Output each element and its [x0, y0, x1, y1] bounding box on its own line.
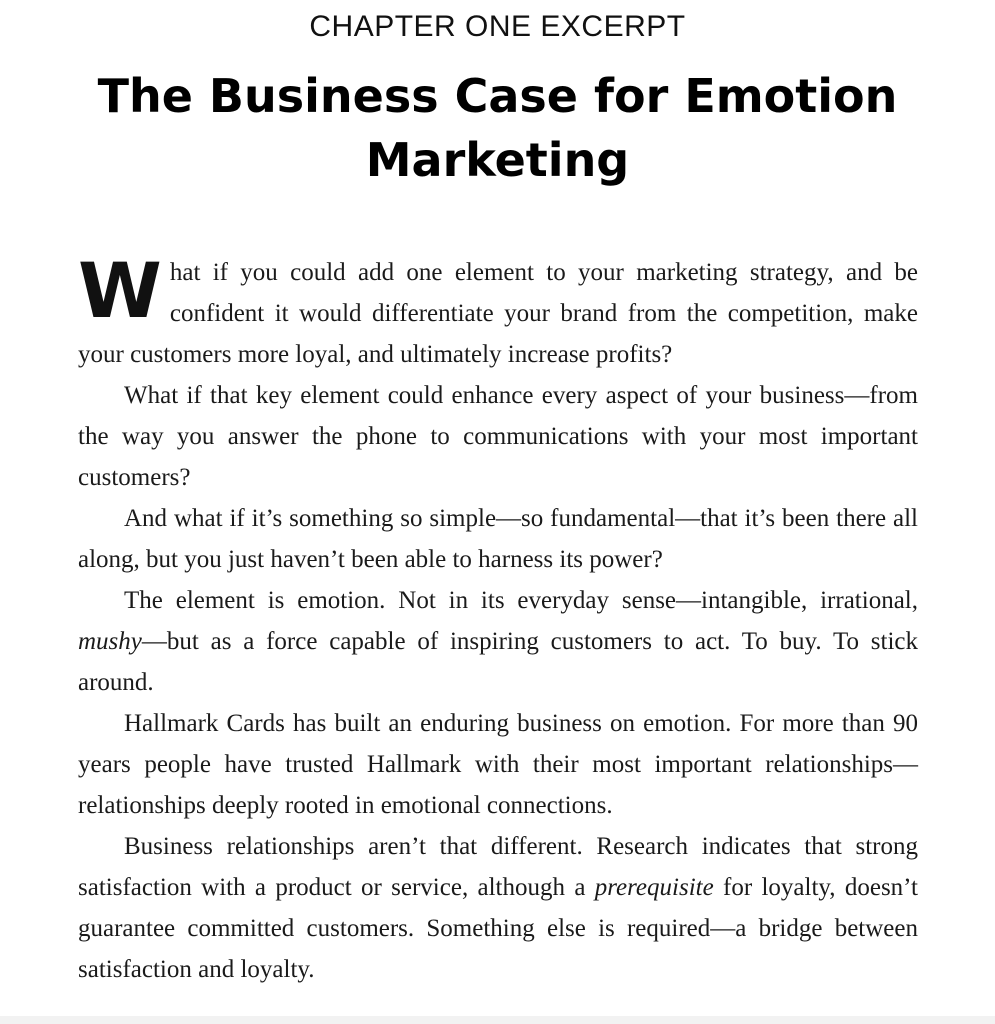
- paragraph-6-text-b: for loyalty, doesn’t guarantee committed customers. Something else is required—a bridge between satisfaction and loyalty.: [78, 874, 918, 983]
- chapter-title: The Business Case for Emotion Marketing: [97, 69, 898, 187]
- paragraph-6-text-a: Business relationships aren’t that different. Research indicates that strong satisfaction with a product or service, although a: [78, 833, 918, 901]
- paragraph-1-text: hat if you could add one element to your marketing strategy, and be confident it would differentiate your brand from the competition, make your customers more loyal, and ultimately increase profits?: [78, 259, 918, 368]
- drop-cap: W: [78, 246, 162, 335]
- paragraph-6: [78, 826, 918, 990]
- paragraph-6-emphasis: prerequisite: [594, 874, 714, 901]
- paragraph-5: Hallmark Cards has built an enduring business on emotion. For more than 90 years people have trusted Hallmark with their most important relationships—relationships deeply rooted in emotional connections.: [78, 710, 918, 819]
- paragraph-4: [78, 580, 918, 703]
- chapter-body: [78, 246, 918, 990]
- paragraph-4-text-a: The element is emotion. Not in its everyday sense—intangible, irrational,: [124, 587, 918, 614]
- paragraph-2: What if that key element could enhance every aspect of your business—from the way you answer the phone to communications with your most important customers?: [78, 382, 918, 491]
- paragraph-3: And what if it’s something so simple—so fundamental—that it’s been there all along, but you just haven’t been able to harness its power?: [78, 505, 918, 573]
- page-bottom-edge: [0, 1016, 995, 1024]
- paragraph-4-emphasis: mushy: [78, 628, 142, 655]
- chapter-kicker: CHAPTER ONE EXCERPT: [309, 10, 686, 43]
- paragraph-1: [78, 246, 918, 375]
- paragraph-4-text-b: —but as a force capable of inspiring customers to act. To buy. To stick around.: [78, 628, 918, 696]
